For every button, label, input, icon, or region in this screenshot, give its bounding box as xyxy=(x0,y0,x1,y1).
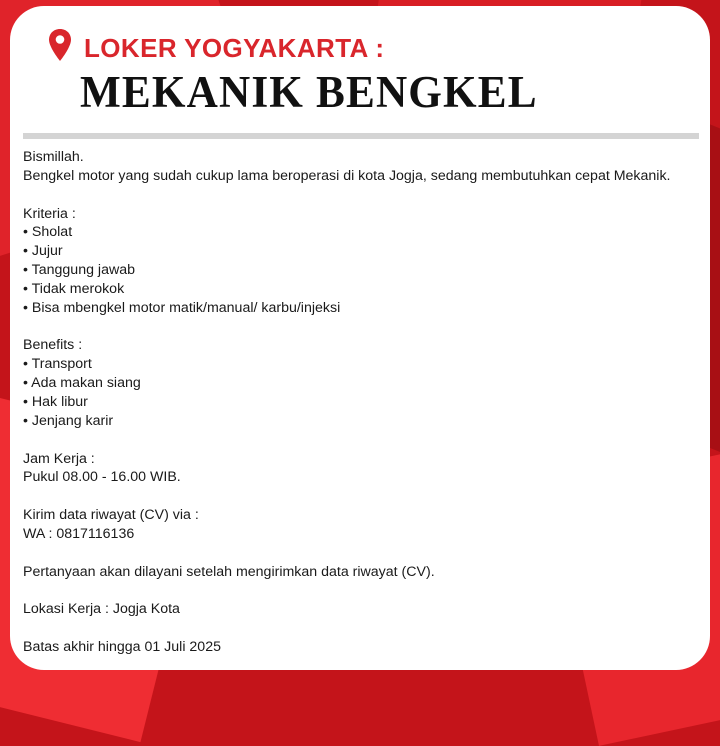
criteria-label: Kriteria : xyxy=(23,205,76,222)
hours-label: Jam Kerja : xyxy=(23,450,95,467)
benefit-item: • Transport xyxy=(23,356,92,373)
hours-value: Pukul 08.00 - 16.00 WIB. xyxy=(23,469,181,486)
intro-text: Bengkel motor yang sudah cukup lama beroperasi di kota Jogja, sedang membutuhkan cepat Mekanik. xyxy=(23,167,671,184)
criteria-item: • Jujur xyxy=(23,243,63,260)
benefits-label: Benefits : xyxy=(23,337,83,354)
job-description xyxy=(23,148,703,657)
note-text: Pertanyaan akan dilayani setelah mengirimkan data riwayat (CV). xyxy=(23,563,435,580)
benefit-item: • Hak libur xyxy=(23,393,88,410)
location-title: LOKER YOGYAKARTA : xyxy=(84,33,385,63)
benefit-item: • Jenjang karir xyxy=(23,412,114,429)
contact-value: WA : 0817116136 xyxy=(23,525,135,542)
criteria-item: • Tidak merokok xyxy=(23,280,125,297)
divider xyxy=(23,133,699,139)
job-posting-card xyxy=(10,6,710,670)
work-location: Lokasi Kerja : Jogja Kota xyxy=(23,601,180,618)
location-pin-icon xyxy=(48,28,72,62)
criteria-item: • Tanggung jawab xyxy=(23,262,135,279)
contact-label: Kirim data riwayat (CV) via : xyxy=(23,507,199,524)
criteria-item: • Sholat xyxy=(23,224,73,241)
criteria-item: • Bisa mbengkel motor matik/manual/ karbu/injeksi xyxy=(23,299,341,316)
deadline: Batas akhir hingga 01 Juli 2025 xyxy=(23,638,221,655)
greeting: Bismillah. xyxy=(23,149,84,165)
job-title: MEKANIK BENGKEL xyxy=(80,67,538,117)
benefit-item: • Ada makan siang xyxy=(23,375,141,392)
